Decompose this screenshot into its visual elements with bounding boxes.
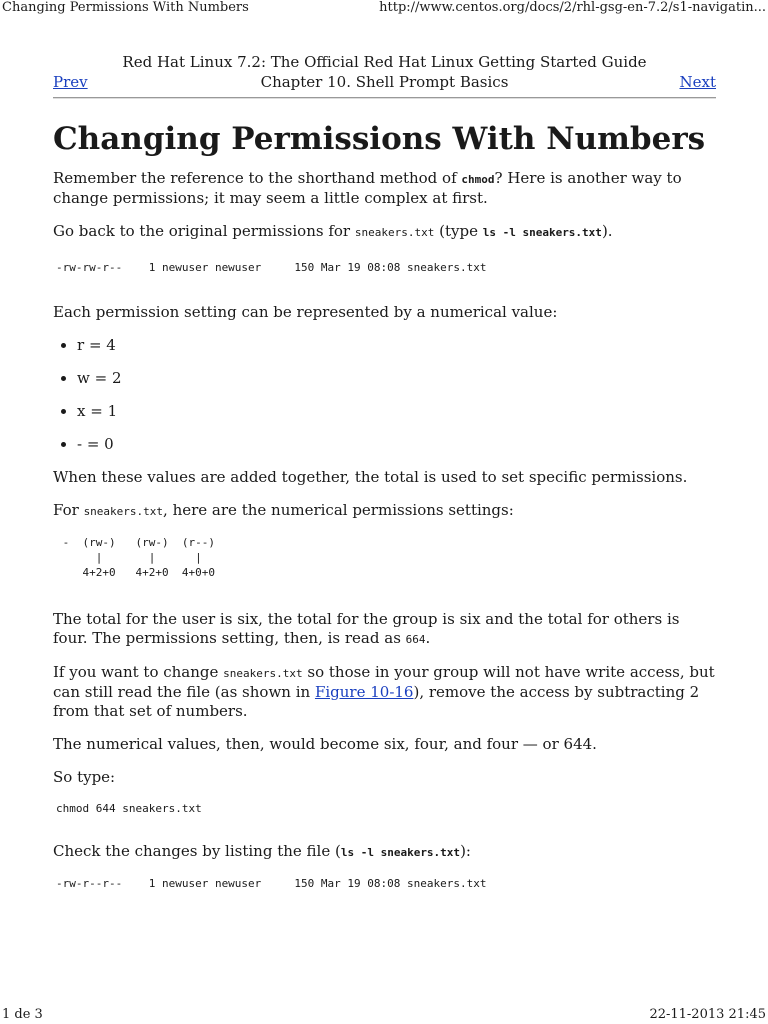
numerical-values-paragraph: The numerical values, then, would become six, four, and four — or 644. [53, 735, 597, 753]
filename: sneakers.txt [83, 505, 164, 518]
intro-paragraph [53, 169, 716, 208]
intro-text: Remember the reference to the shorthand method of [53, 169, 462, 187]
paragraph-text: , here are the numerical permissions settings: [163, 501, 514, 519]
paragraph-text: . [425, 629, 431, 647]
numerical-settings-paragraph [53, 501, 716, 521]
page-counter: 1 de 3 [2, 1007, 43, 1022]
document-content [53, 52, 716, 911]
intro-text-cont: ? Here is another way to change permissions; it may seem a little complex at first. [53, 169, 682, 207]
print-timestamp: 22-11-2013 21:45 [649, 1007, 766, 1022]
paragraph-text: The total for the user is six, the total for the group is six and the total for others is four. The permissions setting, then, is read as [53, 610, 680, 647]
document-title: Red Hat Linux 7.2: The Official Red Hat Linux Getting Started Guide [122, 53, 647, 71]
header-divider [53, 97, 716, 99]
list-item: • - = 0 [77, 435, 716, 454]
permission-code: 664 [405, 633, 426, 646]
filename: sneakers.txt [223, 667, 303, 680]
check-changes-paragraph [53, 842, 716, 862]
chmod-command: chmod [461, 173, 495, 186]
prev-link[interactable]: Prev [53, 73, 88, 91]
figure-link[interactable]: Figure 10-16 [314, 683, 414, 701]
list-item: • w = 2 [77, 369, 716, 388]
original-permissions-paragraph [53, 222, 716, 242]
total-paragraph [53, 610, 716, 649]
paragraph-text: ): [460, 842, 471, 860]
paragraph-text: Check the changes by listing the file ( [53, 842, 341, 860]
browser-url: http://www.centos.org/docs/2/rhl-gsg-en-7.2/s1-navigatin... [379, 0, 766, 15]
values-list [53, 336, 716, 454]
chmod-example: chmod 644 sneakers.txt [56, 802, 202, 815]
paragraph-text: If you want to change [53, 663, 224, 681]
page-title: Changing Permissions With Numbers [53, 121, 706, 157]
paragraph-text: Go back to the original permissions for [53, 222, 355, 240]
so-type-paragraph: So type: [53, 768, 116, 786]
browser-page-title: Changing Permissions With Numbers [2, 0, 249, 15]
navigation-header [53, 72, 716, 94]
next-link[interactable]: Next [679, 73, 716, 91]
list-item: • x = 1 [77, 402, 716, 421]
paragraph-text: so those in your group will not have write access, but can still read the file (as shown in [53, 663, 715, 701]
write-access-paragraph [53, 663, 716, 721]
paragraph-text: ), remove the access by subtracting 2 from that set of numbers. [53, 683, 700, 720]
added-together-paragraph: When these values are added together, the total is used to set specific permissions. [53, 468, 688, 486]
paragraph-text: For [53, 501, 84, 519]
paragraph-text: ). [601, 222, 613, 240]
numeric-values-paragraph: Each permission setting can be represented by a numerical value: [53, 303, 558, 321]
paragraph-text: (type [434, 222, 483, 240]
chapter-title: Chapter 10. Shell Prompt Basics [260, 73, 509, 91]
list-item: • r = 4 [77, 336, 716, 355]
ls-command: ls -l sneakers.txt [482, 226, 602, 239]
permission-diagram: - (rw-) (rw-) (r--) | | | 4+2+0 4+2+0 4+0+0 [62, 536, 215, 579]
listing-original: -rw-rw-r-- 1 newuser newuser 150 Mar 19 08:08 sneakers.txt [56, 261, 487, 274]
listing-updated: -rw-r--r-- 1 newuser newuser 150 Mar 19 08:08 sneakers.txt [56, 877, 487, 890]
filename: sneakers.txt [354, 226, 435, 239]
ls-command: ls -l sneakers.txt [340, 846, 461, 859]
